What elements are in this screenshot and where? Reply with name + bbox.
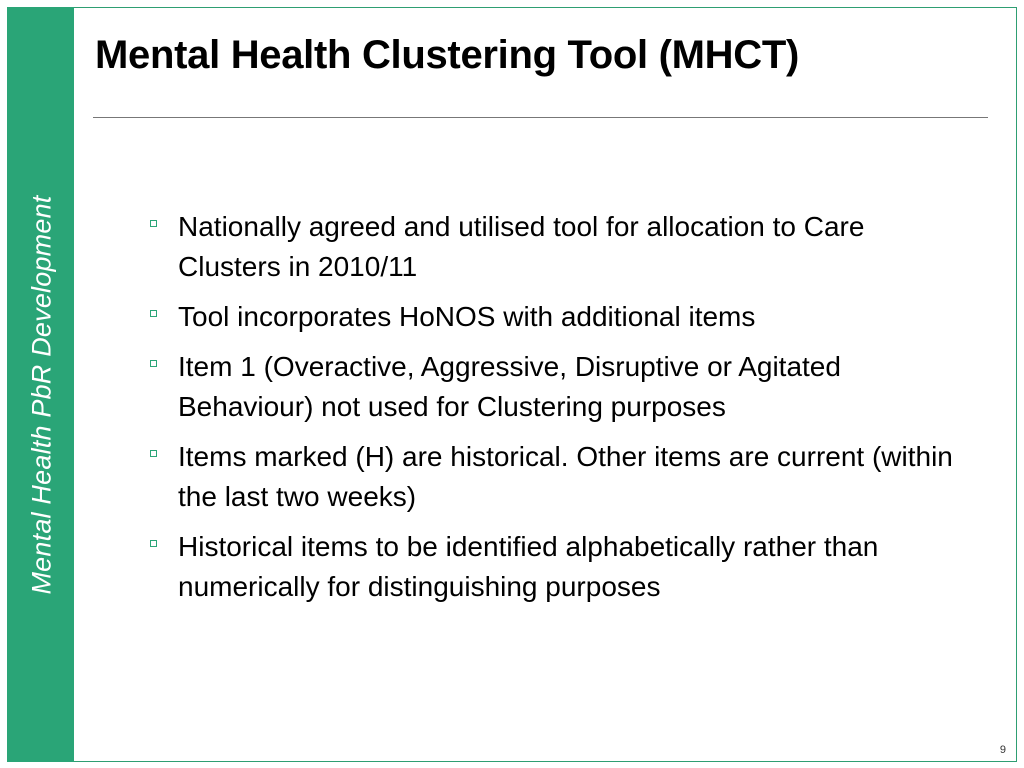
bullet-item <box>148 527 968 607</box>
bullet-item <box>148 207 968 287</box>
bullet-item <box>148 347 968 427</box>
sidebar-title: Mental Health PbR Development <box>26 195 57 595</box>
square-bullet-icon <box>150 360 157 367</box>
bullet-text: Items marked (H) are historical. Other items are current (within the last two weeks) <box>178 441 953 512</box>
title-divider <box>93 117 988 118</box>
bullet-text: Nationally agreed and utilised tool for allocation to Care Clusters in 2010/11 <box>178 211 865 282</box>
square-bullet-icon <box>150 540 157 547</box>
slide-title: Mental Health Clustering Tool (MHCT) <box>95 33 799 77</box>
bullet-text: Tool incorporates HoNOS with additional items <box>178 301 756 332</box>
bullet-text: Historical items to be identified alphabetically rather than numerically for distinguishing purposes <box>178 531 879 602</box>
square-bullet-icon <box>150 220 157 227</box>
bullet-list <box>148 207 968 617</box>
bullet-text: Item 1 (Overactive, Aggressive, Disruptive or Agitated Behaviour) not used for Clustering purposes <box>178 351 841 422</box>
bullet-item <box>148 437 968 517</box>
square-bullet-icon <box>150 450 157 457</box>
bullet-item <box>148 297 968 337</box>
square-bullet-icon <box>150 310 157 317</box>
page-number: 9 <box>999 744 1006 756</box>
